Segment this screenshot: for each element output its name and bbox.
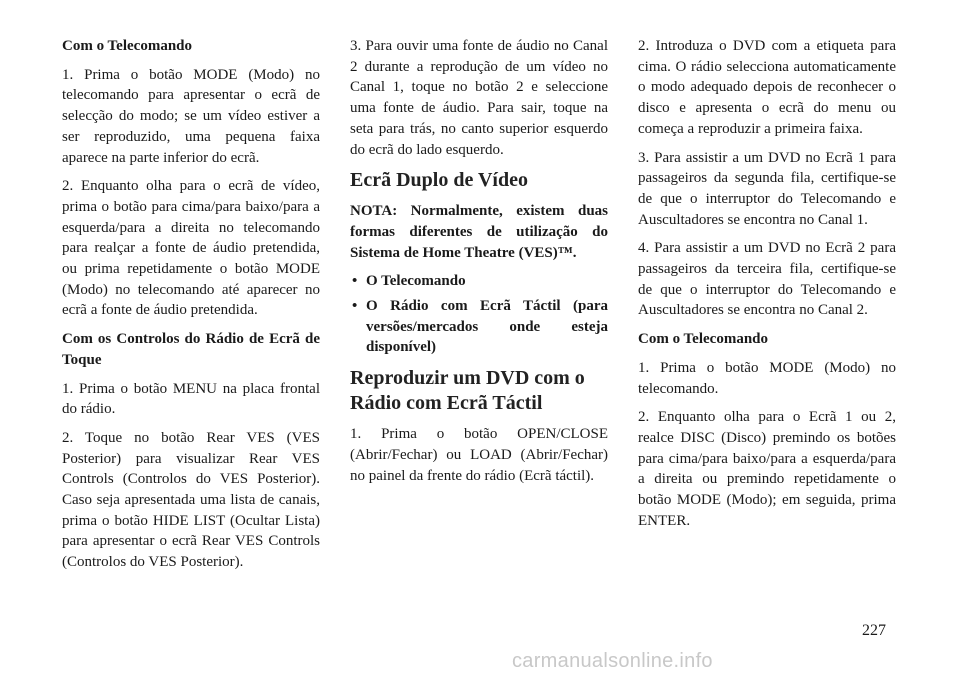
paragraph: 3. Para ouvir uma fonte de áudio no Canal 2 durante a reprodução de um vídeo no Canal 1, toque no botão 2 e seleccione uma fonte de áudio. Para sair, toque na seta para trás, no canto superior esquerdo do ecrã do lado esquerdo. (350, 38, 608, 158)
column-middle (350, 36, 608, 494)
column-right (638, 36, 896, 539)
paragraph: 2. Enquanto olha para o Ecrã 1 ou 2, realce DISC (Disco) premindo os botões para cima/para baixo/para a esquerda/para a direita ou premindo repetidamente o botão MODE (Modo); em seguida, prima ENTER. (638, 409, 896, 529)
paragraph: 1. Prima o botão MODE (Modo) no telecomando para apresentar o ecrã de selecção do modo; se um vídeo estiver a ser reproduzido, uma pequena faixa aparece na parte inferior do ecrã. (62, 66, 320, 166)
heading-play-dvd: Reproduzir um DVD com o Rádio com Ecrã Táctil (350, 367, 585, 415)
column-left (62, 36, 320, 581)
bullet-list (350, 271, 608, 358)
section-heading-remote: Com o Telecomando (638, 331, 769, 348)
paragraph: 1. Prima o botão MENU na placa frontal do rádio. (62, 380, 320, 418)
paragraph: 2. Introduza o DVD com a etiqueta para cima. O rádio selecciona automaticamente o modo adequado depois de reconhecer o disco e apresenta o ecrã do menu ou começa a reproduzir a primeira faixa. (638, 38, 896, 137)
note-text: NOTA: Normalmente, existem duas formas diferentes de utilização do Sistema de Home Theatre (VES)™. (350, 203, 608, 261)
heading-dual-video-screen: Ecrã Duplo de Vídeo (350, 169, 528, 192)
bullet-item: • O Rádio com Ecrã Táctil (para versões/mercados onde esteja disponível) (350, 296, 608, 358)
page-number: 227 (862, 622, 886, 639)
paragraph: 2. Toque no botão Rear VES (VES Posterior) para visualizar Rear VES Controls (Controlos do VES Posterior). Caso seja apresentada uma lista de canais, prima o botão HIDE LIST (Ocultar Lista) para apresentar o ecrã Rear VES Controls (Controlos do VES Posterior). (62, 429, 320, 571)
watermark: carmanualsonline.info (512, 650, 713, 672)
paragraph: 1. Prima o botão OPEN/CLOSE (Abrir/Fechar) ou LOAD (Abrir/Fechar) no painel da frente do rádio (Ecrã táctil). (350, 426, 608, 484)
bullet-item: • O Telecomando (350, 271, 608, 292)
paragraph: 4. Para assistir a um DVD no Ecrã 2 para passageiros da terceira fila, certifique-se de que o interruptor do Telecomando e Auscultadores se encontra no Canal 2. (638, 240, 896, 319)
section-heading-remote: Com o Telecomando (62, 38, 193, 54)
paragraph: 1. Prima o botão MODE (Modo) no telecomando. (638, 359, 896, 397)
paragraph: 2. Enquanto olha para o ecrã de vídeo, prima o botão para cima/para baixo/para a esquerda/para a direita no telecomando para realçar a fonte de áudio pretendida, ou prima repetidamente o botão MODE (Modo) no telecomando até aparecer no ecrã a fonte de áudio pretendida. (62, 178, 320, 319)
section-heading-touchscreen: Com os Controlos do Rádio de Ecrã de Toque (62, 331, 320, 368)
paragraph: 3. Para assistir a um DVD no Ecrã 1 para passageiros da segunda fila, certifique-se de que o interruptor do Telecomando e Auscultadores se encontra no Canal 1. (638, 149, 896, 228)
